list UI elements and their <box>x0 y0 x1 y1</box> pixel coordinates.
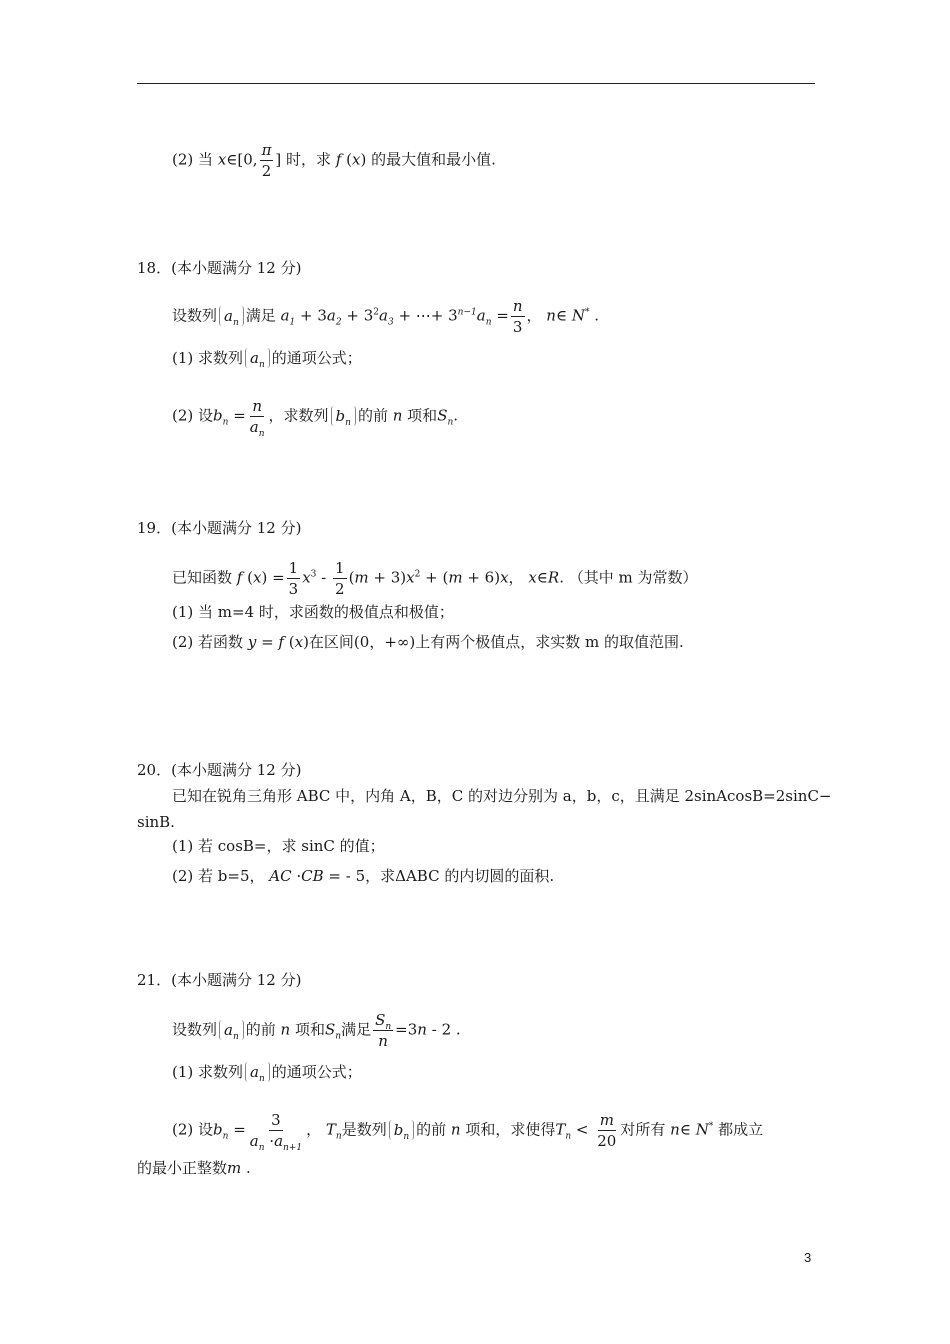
q20-intro-line1: 已知在锐角三角形 ABC 中，内角 A，B，C 的对边分别为 a，b，c，且满足 2sinAcosB=2sinC− <box>172 787 832 805</box>
fraction: $\frac{1}{3}$ <box>288 559 299 598</box>
q21-part1: (1) 求数列 $a_n$ 的通项公式； <box>172 1063 362 1084</box>
q18-header: 18．(本小题满分 12 分) <box>137 259 302 277</box>
q19-header: 19．(本小题满分 12 分) <box>137 519 302 537</box>
q19-part1: (1) 当 m=4 时，求函数的极值点和极值； <box>172 603 454 621</box>
fraction: $\frac{m}{20}$ <box>597 1111 617 1150</box>
q21-part2-line2: 的最小正整数m . <box>137 1159 251 1177</box>
fraction: $\frac{n}{a_n}$ <box>249 397 265 439</box>
q19-intro: 已知函数 f (x) = $\frac{1}{3}$ $x^3$ - $\frac{1}{2}$ $(m + 3)x^2 + (m + 6)x$， x∈R. （其中 m 为常数） <box>172 559 698 598</box>
q18-part1: (1) 求数列 $a_n$ 的通项公式； <box>172 349 362 370</box>
q21-part2: (2) 设$b_n$ = $\frac{3}{a_n \cdot a_{n+1}}$ ， $T_n$是数列 $b_n$ 的前 n 项和，求使得$T_n$ < $\frac{m}{20}$ 对所有 n∈ N* 都成立 <box>172 1111 764 1153</box>
page-number: 3 <box>804 1250 812 1265</box>
q20-header: 20．(本小题满分 12 分) <box>137 761 302 779</box>
q20-intro-line2: sinB. <box>137 813 175 831</box>
fraction: $\frac{n}{3}$ <box>512 297 523 336</box>
fraction: $\frac{\pi}{2}$ <box>261 141 272 180</box>
fraction: $\frac{S_n}{n}$ <box>375 1011 392 1050</box>
q18-intro: 设数列 $a_n$ 满足 $a_1 + 3a_2 + 3^2a_3$ + ⋯+ $3^{n-1}a_n$ = $\frac{n}{3}$ ， n∈ N* . <box>172 297 599 336</box>
fraction: $\frac{1}{2}$ <box>335 559 345 598</box>
q20-part2: (2) 若 b=5， AC ·CB = - 5，求ΔABC 的内切圆的面积. <box>172 867 555 885</box>
q18-part2: (2) 设$b_n$ = $\frac{n}{a_n}$ ，求数列 $b_n$ 的前 n 项和$S_n$. <box>172 397 459 439</box>
q21-header: 21．(本小题满分 12 分) <box>137 971 302 989</box>
q17-part2: (2) 当 x∈[0, $\frac{\pi}{2}$ ] 时，求 f (x) 的最大值和最小值. <box>172 141 496 180</box>
q19-part2: (2) 若函数 y = f (x)在区间(0，+∞)上有两个极值点，求实数 m 的取值范围. <box>172 633 684 651</box>
q20-part1: (1) 若 cosB=，求 sinC 的值； <box>172 837 385 855</box>
header-rule <box>137 83 815 84</box>
q21-intro: 设数列 $a_n$ 的前 n 项和$S_n$满足 $\frac{S_n}{n}$ =3n - 2 . <box>172 1011 461 1050</box>
fraction: $\frac{3}{a_n \cdot a_{n+1}}$ <box>249 1111 303 1153</box>
